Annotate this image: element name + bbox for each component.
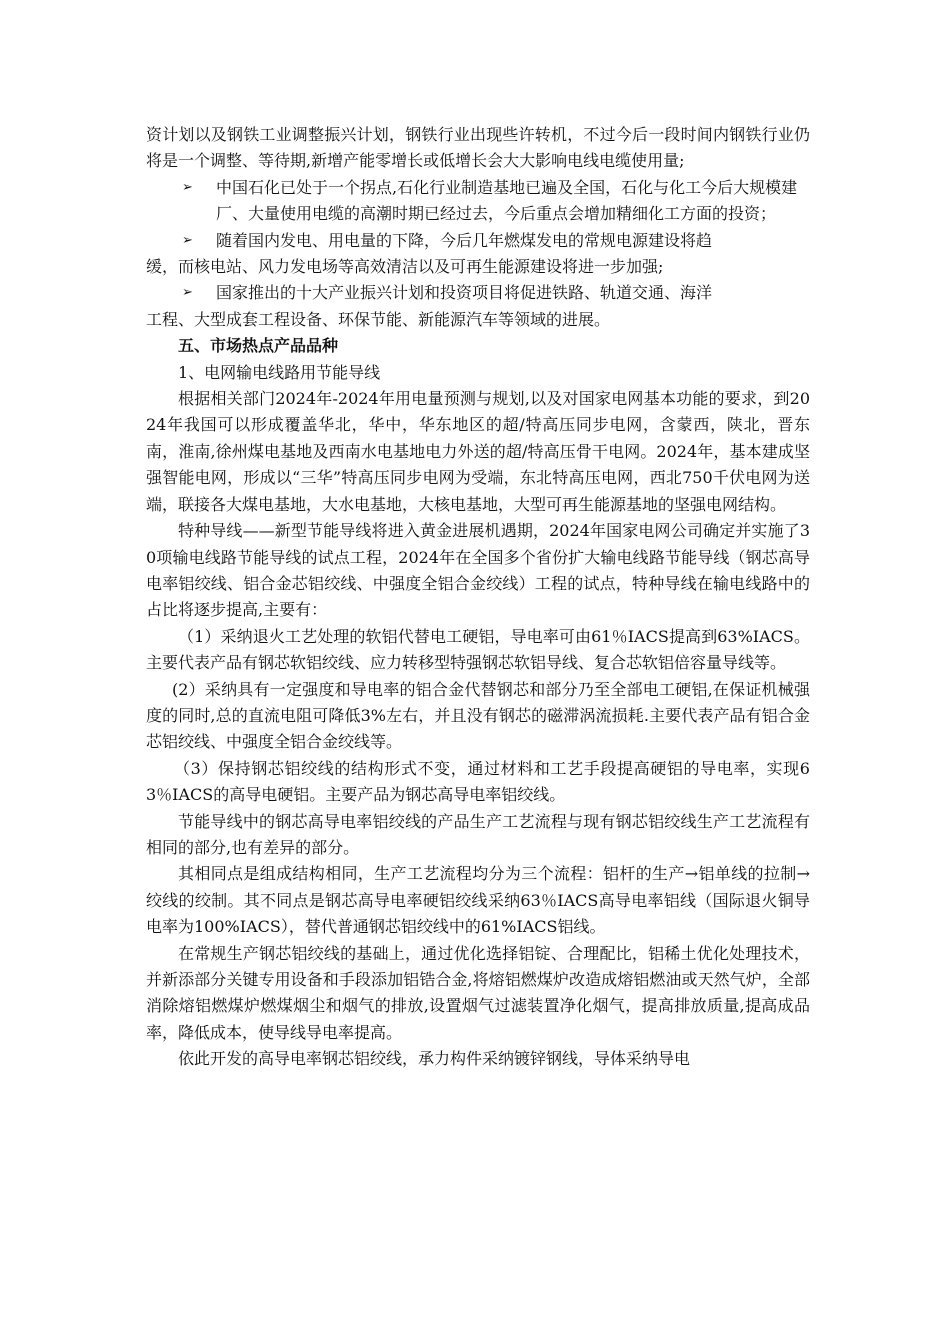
bullet-continuation: 缓，而核电站、风力发电场等高效清洁以及可再生能源建设将进一步加强; <box>146 257 664 277</box>
paragraph-item-1: （1）采纳退火工艺处理的软铝代替电工硬铝，导电率可由61％IACS提高到63%IACS。主要代表产品有钢芯软铝绞线、应力转移型特强钢芯软铝导线、复合芯软铝倍容量导线等。 <box>146 626 810 673</box>
document-body <box>146 122 810 1073</box>
arrow-bullet-icon: ➢ <box>182 179 193 195</box>
bullet-continuation: 工程、大型成套工程设备、环保节能、新能源汽车等领域的进展。 <box>146 309 611 329</box>
subsection-heading: 1、电网输电线路用节能导线 <box>178 362 381 382</box>
arrow-bullet-icon: ➢ <box>182 232 193 248</box>
bullet-text: 随着国内发电、用电量的下降，今后几年燃煤发电的常规电源建设将趋 <box>216 230 713 250</box>
paragraph-steel-industry: 资计划以及钢铁工业调整振兴计划，钢铁行业出现些许转机，不过今后一段时间内钢铁行业仍将是一个调整、等待期,新增产能零增长或低增长会大大影响电线电缆使用量; <box>146 125 810 171</box>
paragraph-improvements: 在常规生产钢芯铝绞线的基础上，通过优化选择铝锭、合理配比，铝稀土优化处理技术，并新添部分关键专用设备和手段添加铝锆合金,将熔铝燃煤炉改造成熔铝燃油或天然气炉，全部消除熔铝燃煤炉燃煤烟尘和烟气的排放,设置烟气过滤装置净化烟气，提高排放质量,提高成品率，降低成本，使导线导电率提高。 <box>146 943 810 1042</box>
bullet-text: 国家推出的十大产业振兴计划和投资项目将促进铁路、轨道交通、海洋 <box>216 283 713 303</box>
section-heading: 五、市场热点产品品种 <box>178 336 339 356</box>
paragraph-development: 依此开发的高导电率钢芯铝绞线，承力构件采纳镀锌钢线，导体采纳导电 <box>178 1049 691 1069</box>
bullet-item-power-generation <box>146 228 810 254</box>
paragraph-item-3: （3）保持钢芯铝绞线的结构形式不变，通过材料和工艺手段提高硬铝的导电率，实现63％IACS的高导电硬铝。主要产品为钢芯高导电率铝绞线。 <box>146 758 810 805</box>
paragraph-special-conductors: 特种导线——新型节能导线将进入黄金进展机遇期，2024年国家电网公司确定并实施了30项输电线路节能导线的试点工程，2024年在全国多个省份扩大输电线路节能导线（钢芯高导电率铝绞线、铝合金芯铝绞线、中强度全铝合金绞线）工程的试点，特种导线在输电线路中的占比将逐步提高,主要有： <box>146 521 810 620</box>
bullet-item-petrochemical <box>146 175 810 228</box>
arrow-bullet-icon: ➢ <box>182 285 193 301</box>
paragraph-grid-planning: 根据相关部门2024年-2024年用电量预测与规划,以及对国家电网基本功能的要求，到2024年我国可以形成覆盖华北，华中，华东地区的超/特高压同步电网，含蒙西，陕北，晋东南，淮南,徐州煤电基地及西南水电基地电力外送的超/特高压骨干电网。2024年，基本建成坚强智能电网，形成以“三华”特高压同步电网为受端，东北特高压电网，西北750千伏电网为送端，联接各大煤电基地，大水电基地，大核电基地，大型可再生能源基地的坚强电网结构。 <box>146 389 810 514</box>
bullet-item-industry-revitalization <box>146 280 810 306</box>
bullet-text: 中国石化已处于一个拐点,石化行业制造基地已遍及全国，石化与化工今后大规模建厂、大量使用电缆的高潮时期已经过去，今后重点会增加精细化工方面的投资； <box>216 177 798 224</box>
paragraph-item-2: (2）采纳具有一定强度和导电率的铝合金代替钢芯和部分乃至全部电工硬铝,在保证机械强度的同时,总的直流电阻可降低3%左右，并且没有钢芯的磁滞涡流损耗.主要代表产品有铝合金芯铝绞线、中强度全铝合金绞线等。 <box>146 679 810 752</box>
paragraph-similarities: 其相同点是组成结构相同，生产工艺流程均分为三个流程：铝杆的生产→铝单线的拉制→绞线的绞制。其不同点是钢芯高导电率硬铝绞线采纳63％IACS高导电率铝线（国际退火铜导电率为100%IACS），替代普通钢芯铝绞线中的61%IACS铝线。 <box>146 864 810 937</box>
paragraph-process-comparison: 节能导线中的钢芯高导电率铝绞线的产品生产工艺流程与现有钢芯铝绞线生产工艺流程有相同的部分,也有差异的部分。 <box>146 811 810 857</box>
